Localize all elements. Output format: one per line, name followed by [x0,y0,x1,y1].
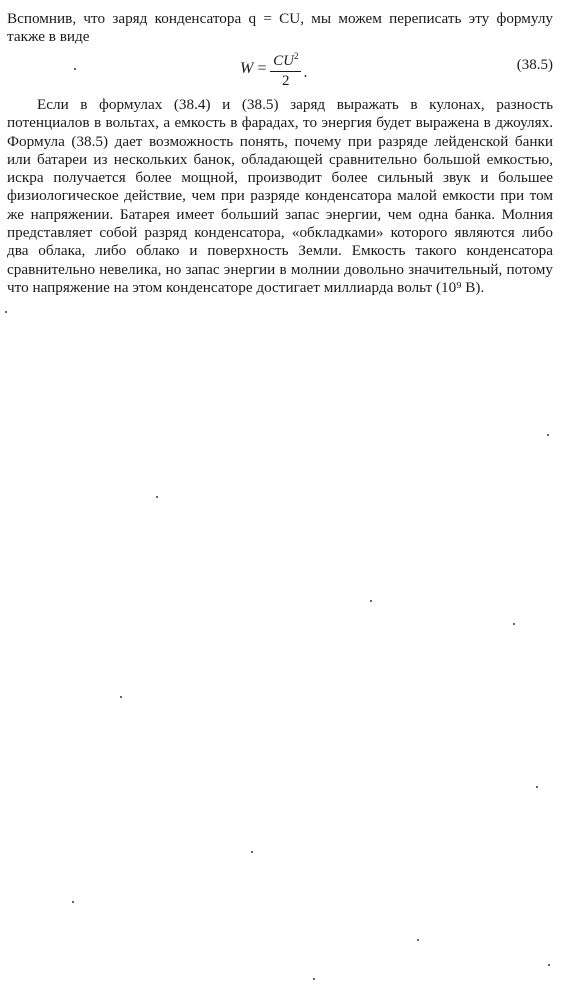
numerator-exponent: 2 [293,51,299,61]
scan-speck [120,696,122,698]
scan-speck [370,600,372,602]
scan-speck [72,901,74,903]
formula-equals: = [256,60,268,77]
formula-lhs: W [240,60,254,77]
formula-terminator: . [303,64,308,81]
formula-denominator: 2 [282,73,290,89]
formula-numerator [270,48,301,72]
energy-formula [240,48,307,90]
scan-speck [156,496,158,498]
scan-speck [313,978,315,980]
scan-speck [547,434,549,436]
scan-speck [417,939,419,941]
scan-speck [5,311,7,313]
scan-speck [251,851,253,853]
numerator-base: CU [273,53,294,69]
equation-number: (38.5) [516,57,553,73]
main-paragraph: Если в формулах (38.4) и (38.5) заряд выражать в кулонах, разность потенциалов в вольтах, а емкость в фарадах, то энергия будет выражена в джоулях. Формула (38.5) дает возможность понять, почему при разряде лейденской банки или батареи из нескольких банок, обладающей сравнительно большой емкостью, искра получается более мощной, производит более сильный звук и большее физиологическое действие, чем при разряде конденсатора малой емкости при том же напряжении. Батарея имеет больший запас энергии, чем одна банка. Молния представляет собой разряд конденсатора, «обкладками» которого являются либо два облака, либо облако и поверхность Земли. Емкость такого конденсатора сравнительно невелика, но запас энергии в молнии довольно значительный, потому что напряжение на этом конденсаторе достигает миллиарда вольт (10⁹ В). [7,96,553,296]
scan-speck [74,68,76,70]
intro-paragraph: Вспомнив, что заряд конденсатора q = CU, мы можем переписать эту формулу также в виде [7,10,553,46]
scan-speck [548,964,550,966]
scan-speck [536,786,538,788]
formula-row [0,48,577,90]
formula-fraction [270,48,301,90]
scan-speck [513,623,515,625]
